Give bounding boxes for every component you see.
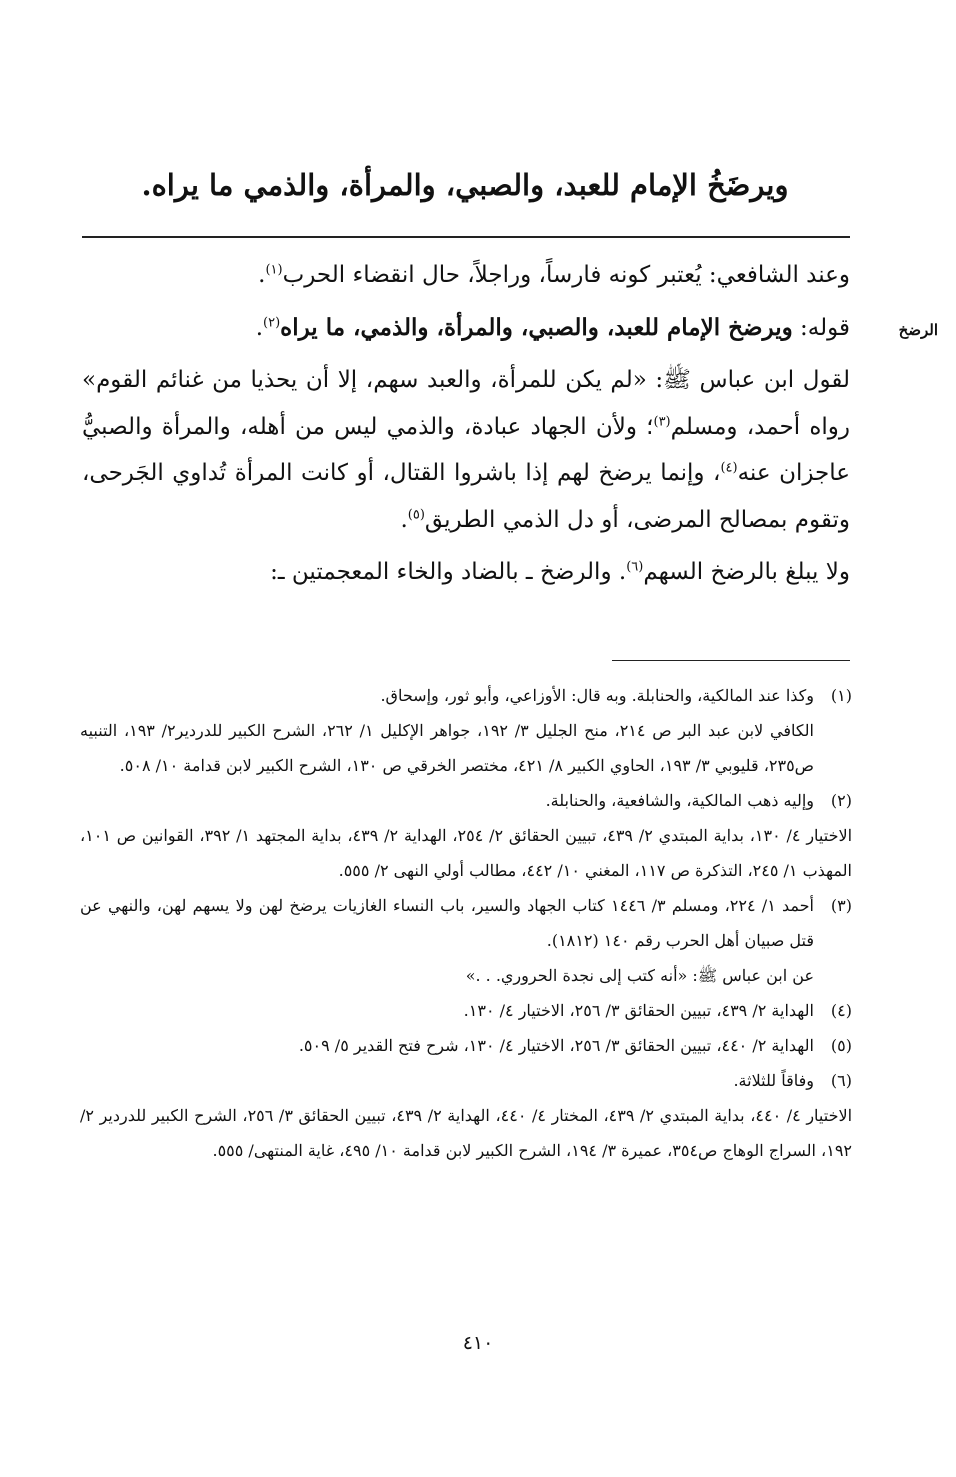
footnote-ref-5: (٥) xyxy=(407,506,425,522)
footnote-ref-1: (١) xyxy=(265,262,283,278)
footnotes xyxy=(80,678,852,1168)
paragraph-4-part-b: . والرضخ ـ بالضاد والخاء المعجمتين ـ: xyxy=(270,559,627,585)
paragraph-3-part-b: ؛ ولأن الجهاد عبادة، والذمي ليس من أهله، والمرأة والصبيُّ عاجزان عنه xyxy=(82,413,850,486)
paragraph-1-text: وعند الشافعي: يُعتبر كونه فارساً، وراجلاً، حال انقضاء الحرب xyxy=(282,262,850,288)
footnote-text: الهداية ٢/ ٤٤٠، تبيين الحقائق ٣/ ٢٥٦، الاختيار ٤/ ١٣٠، شرح فتح القدير ٥/ ٥٠٩. xyxy=(298,1036,814,1055)
footnote-text: الهداية ٢/ ٤٣٩، تبيين الحقائق ٣/ ٢٥٦، الاختيار ٤/ ١٣٠. xyxy=(463,1001,814,1020)
footnote-text: وكذا عند المالكية، والحنابلة. وبه قال: الأوزاعي، وأبو ثور، وإسحاق. xyxy=(380,686,814,705)
footnote-2 xyxy=(80,783,852,888)
footnote-number: (٢) xyxy=(830,791,852,810)
footnote-ref-6: (٦) xyxy=(626,559,644,575)
paragraph-3-end: . xyxy=(400,506,408,533)
footnote-text: أحمد ١/ ٢٢٤، ومسلم ٣/ ١٤٤٦ كتاب الجهاد والسير، باب النساء الغازيات يرضخ لهن ولا يسهم لهن، والنهي عن قتل صبيان أهل الحرب رقم ١٤٠ (١٨١٢). xyxy=(80,896,815,950)
paragraph-4-part-a: ولا يبلغ بالرضخ السهم xyxy=(643,559,850,585)
footnote-5 xyxy=(80,1028,852,1063)
page-number: ٤١٠ xyxy=(462,1332,494,1354)
footnote-1 xyxy=(80,678,852,783)
footnote-number: (٤) xyxy=(830,1001,852,1020)
footnote-number: (٦) xyxy=(830,1071,852,1090)
heading-divider xyxy=(82,236,850,238)
paragraph-2-prefix: قوله: xyxy=(792,314,850,341)
paragraph-1 xyxy=(82,252,850,299)
paragraph-4 xyxy=(82,549,850,596)
footnote-ref-3: (٣) xyxy=(653,413,671,429)
footnote-divider xyxy=(612,660,850,661)
footnote-6 xyxy=(80,1063,852,1168)
matn-heading: ويرضَخُ الإمام للعبد، والصبي، والمرأة، والذمي ما يراه. xyxy=(141,168,789,202)
paragraph-3-part-a: لقول ابن عباس ﷺ: «لم يكن للمرأة، والعبد سهم، إلا أن يحذيا من غنائم القوم» رواه أحمد، ومسلم xyxy=(82,367,850,440)
quoted-matn: ويرضخ الإمام للعبد، والصبي، والمرأة، والذمي، ما يراه xyxy=(280,313,793,341)
footnote-number: (٣) xyxy=(830,896,852,915)
paragraph-3 xyxy=(82,357,850,543)
footnote-references: الكافي لابن عبد البر ص ٢١٤، منح الجليل ٣/ ١٩٢، جواهر الإكليل ١/ ٢٦٢، الشرح الكبير للدردير٢/ ١٩٣، التنبيه ص٢٣٥، قليوبي ٣/ ١٩٣، الحاوي الكبير ٨/ ٤٢١، مختصر الخرقي ص ١٣٠، الشرح الكبير لابن قدامة ١٠/ ٥٠٨. xyxy=(80,721,815,775)
paragraph-1-end: . xyxy=(258,262,266,288)
paragraph-2-end: . xyxy=(255,314,264,341)
commentary-body xyxy=(82,252,850,602)
footnote-references: الاختيار ٤/ ١٣٠، بداية المبتدي ٢/ ٤٣٩، تبيين الحقائق ٢/ ٢٥٤، الهداية ٢/ ٤٣٩، بداية المجتهد ١/ ٣٩٢، القوانين ص ١٠١، المهذب ١/ ٢٤٥، التذكرة ص ١١٧، المغني ١٠/ ٤٤٢، مطالب أولي النهى ٢/ ٥٥٥. xyxy=(80,826,853,880)
footnote-3 xyxy=(80,888,852,993)
paragraph-2 xyxy=(82,305,850,352)
paragraph-3-part-c: ، وإنما يرضخ لهم إذا باشروا القتال، أو كانت المرأة تُداوي الجَرحى، وتقوم بمصالح المرضى، أو دل الذمي الطريق xyxy=(82,460,850,533)
margin-label: الرضخ xyxy=(898,321,938,339)
footnote-ref-2: (٢) xyxy=(263,314,281,330)
footnote-text: وإليه ذهب المالكية، والشافعية، والحنابلة. xyxy=(545,791,814,810)
footnote-4 xyxy=(80,993,852,1028)
footnote-ref-4: (٤) xyxy=(720,460,738,476)
footnote-number: (٥) xyxy=(830,1036,852,1055)
footnote-references: الاختيار ٤/ ٤٤٠، بداية المبتدي ٢/ ٤٣٩، المختار ٤/ ٤٤٠، الهداية ٢/ ٤٣٩، تبيين الحقائق ٣/ ٢٥٦، الشرح الكبير للدردير ٢/ ١٩٢، السراج الوهاج ص٣٥٤، عميرة ٣/ ١٩٤، الشرح الكبير لابن قدامة ١٠/ ٤٩٥، غاية المنتهى/ ٥٥٥. xyxy=(80,1106,853,1160)
footnote-text: وفاقاً للثلاثة. xyxy=(733,1071,814,1090)
footnote-references: عن ابن عباس ﷺ: «أنه كتب إلى نجدة الحروري. . .» xyxy=(465,966,814,985)
footnote-number: (١) xyxy=(830,686,852,705)
